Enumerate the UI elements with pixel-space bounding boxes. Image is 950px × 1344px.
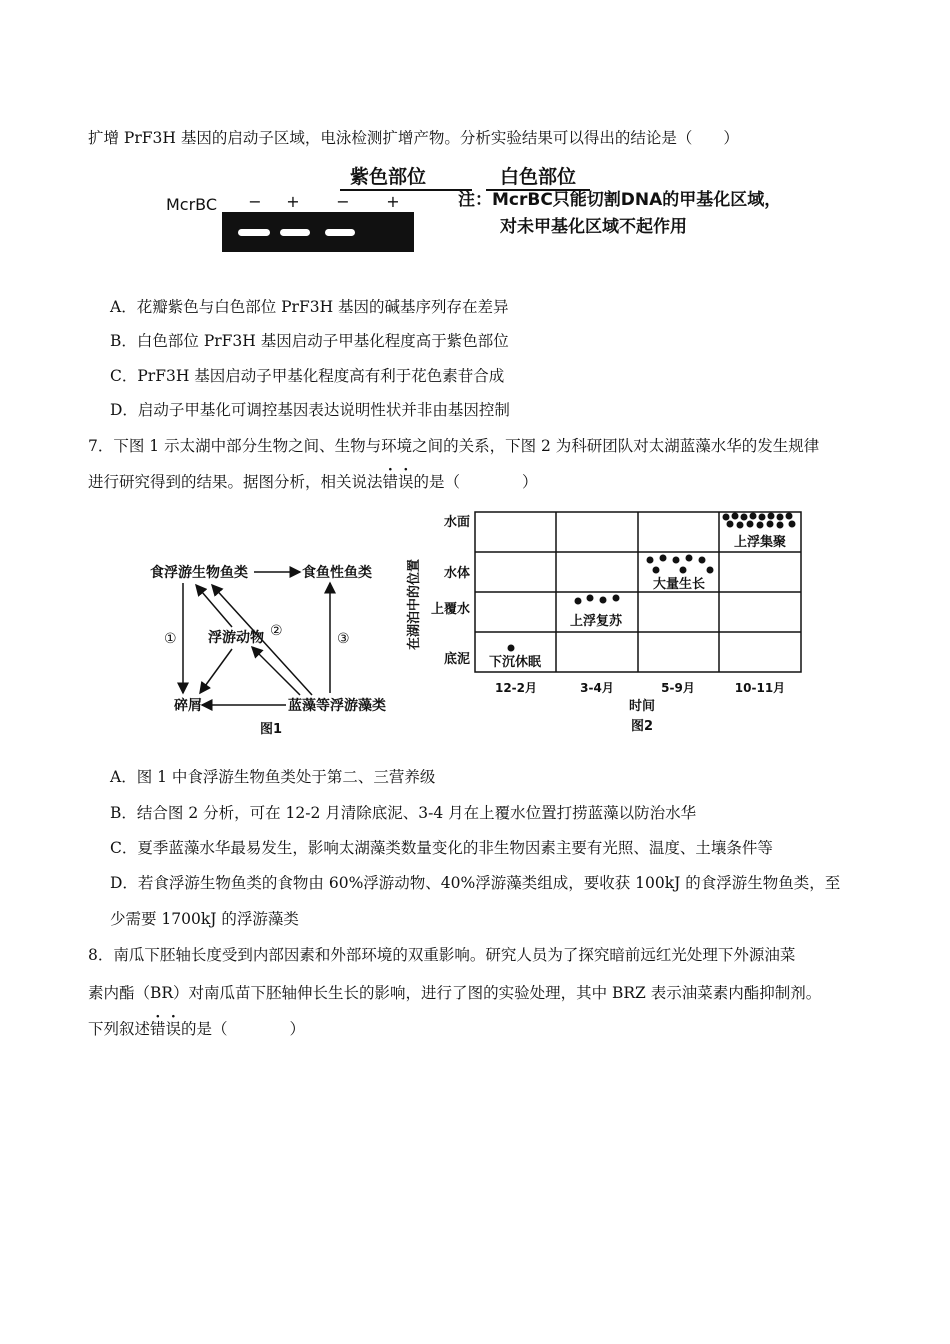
algae-dot	[600, 597, 607, 604]
mark-2: ②	[270, 623, 283, 639]
col-label: 10-11月	[734, 681, 786, 695]
col-label: 5-9月	[661, 681, 695, 695]
q8-stem-line1: 8．南瓜下胚轴长度受到内部因素和外部环境的双重影响。研究人员为了探究暗前远红光处理下外源油菜	[88, 946, 796, 964]
row-label: 水体	[443, 566, 470, 581]
q7-stem-line2	[88, 472, 538, 492]
algae-dot	[747, 521, 754, 528]
row-label: 上覆水	[430, 602, 470, 617]
gel-band	[238, 229, 270, 236]
gel-note-line2: 对未甲基化区域不起作用	[500, 217, 687, 237]
algae-dot	[653, 567, 660, 574]
algae-dot	[673, 557, 680, 564]
algae-dot	[575, 598, 582, 605]
algae-dot	[660, 555, 667, 562]
algae-dot	[686, 555, 693, 562]
algae-dot	[789, 521, 796, 528]
algae-dot	[757, 522, 764, 529]
row-label: 水面	[443, 515, 470, 530]
emphasis-char: 错	[382, 473, 399, 491]
q7-stem-text: 的是（ ）	[413, 473, 538, 491]
q6-option-a: A．花瓣紫色与白色部位 PrF3H 基因的碱基序列存在差异	[110, 298, 509, 316]
algae-dot	[768, 513, 775, 520]
cell-label-recovery: 上浮复苏	[569, 614, 623, 629]
row-label: 底泥	[443, 652, 470, 667]
gel-header-purple: 紫色部位	[349, 166, 427, 188]
algae-dot	[741, 514, 748, 521]
algae-dot	[699, 557, 706, 564]
q7-option-c: C．夏季蓝藻水华最易发生，影响太湖藻类数量变化的非生物因素主要有光照、温度、土壤条件等	[110, 839, 773, 857]
node-plankton-fish: 食浮游生物鱼类	[150, 565, 248, 581]
algae-dot	[727, 521, 734, 528]
algae-dot	[723, 514, 730, 521]
gel-figure	[160, 160, 810, 260]
figure-2-grid	[400, 500, 820, 740]
node-zooplankton: 浮游动物	[208, 630, 264, 646]
algae-dot	[777, 514, 784, 521]
gel-sign: −	[336, 192, 350, 211]
y-axis-label: 在湖泊中的位置	[407, 558, 422, 650]
q6-option-c: C．PrF3H 基因启动子甲基化程度高有利于花色素苷合成	[110, 367, 505, 385]
algae-dot	[767, 521, 774, 528]
q6-option-b: B．白色部位 PrF3H 基因启动子甲基化程度高于紫色部位	[110, 332, 509, 350]
algae-dot	[707, 567, 714, 574]
intro-text: 扩增 PrF3H 基因的启动子区域，电泳检测扩增产物。分析实验结果可以得出的结论是（ ）	[88, 129, 739, 147]
q8-stem-text: 的是（ ）	[181, 1020, 306, 1038]
x-axis-label: 时间	[628, 699, 656, 714]
emphasis-char: 错	[150, 1020, 166, 1038]
gel-sign: −	[248, 192, 262, 211]
q7-option-a: A．图 1 中食浮游生物鱼类处于第二、三营养级	[110, 768, 436, 786]
algae-dot	[680, 567, 687, 574]
figure-1-food-web	[140, 555, 400, 735]
q8-stem-line3	[88, 1019, 305, 1039]
cell-label-dormant: 下沉休眠	[488, 655, 542, 670]
node-detritus: 碎屑	[174, 698, 202, 714]
algae-dot	[587, 595, 594, 602]
q6-option-d: D．启动子甲基化可调控基因表达说明性状并非由基因控制	[110, 401, 510, 419]
algae-dot	[732, 513, 739, 520]
node-algae: 蓝藻等浮游藻类	[288, 698, 386, 714]
gel-band	[280, 229, 310, 236]
col-label: 3-4月	[580, 681, 614, 695]
cell-label-growth: 大量生长	[652, 577, 706, 592]
algae-dot	[508, 645, 515, 652]
algae-dot	[759, 514, 766, 521]
figure-2-caption: 图2	[630, 719, 654, 734]
gel-row-label: McrBC	[166, 195, 218, 214]
q7-option-b: B．结合图 2 分析，可在 12-2 月清除底泥、3-4 月在上覆水位置打捞蓝藻以防治水华	[110, 804, 697, 822]
gel-sign: +	[286, 192, 300, 211]
node-carnivore-fish: 食鱼性鱼类	[302, 565, 372, 581]
q7-stem-line1: 7．下图 1 示太湖中部分生物之间、生物与环境之间的关系，下图 2 为科研团队对太湖蓝藻水华的发生规律	[88, 437, 820, 455]
algae-dot	[777, 522, 784, 529]
q8-stem-line2: 素内酯（BR）对南瓜苗下胚轴伸长生长的影响，进行了图的实验处理，其中 BRZ 表示油菜素内酯抑制剂。	[88, 984, 822, 1002]
figure-1-caption: 图1	[260, 722, 283, 735]
algae-dot	[750, 513, 757, 520]
algae-dot	[786, 513, 793, 520]
cell-label-aggregation: 上浮集聚	[733, 535, 787, 550]
gel-note-line1: 注：McrBC只能切割DNA的甲基化区域，	[458, 190, 782, 210]
algae-dot	[647, 557, 654, 564]
q7-option-d: D．若食浮游生物鱼类的食物由 60%浮游动物、40%浮游藻类组成，要收获 100kJ 的食浮游生物鱼类，至	[110, 874, 841, 892]
gel-header-white: 白色部位	[499, 166, 577, 188]
algae-dot	[613, 595, 620, 602]
algae-dot	[737, 522, 744, 529]
q8-stem-text: 下列叙述	[88, 1020, 151, 1038]
gel-sign: +	[386, 192, 400, 211]
q7-option-d-cont: 少需要 1700kJ 的浮游藻类	[110, 910, 299, 928]
emphasis-char: 误	[398, 473, 414, 491]
mark-1: ①	[164, 631, 177, 647]
mark-3: ③	[337, 631, 350, 647]
q7-stem-text: 进行研究得到的结果。据图分析，相关说法	[88, 473, 383, 491]
col-label: 12-2月	[494, 681, 538, 695]
gel-band	[325, 229, 355, 236]
emphasis-char: 误	[165, 1020, 182, 1038]
